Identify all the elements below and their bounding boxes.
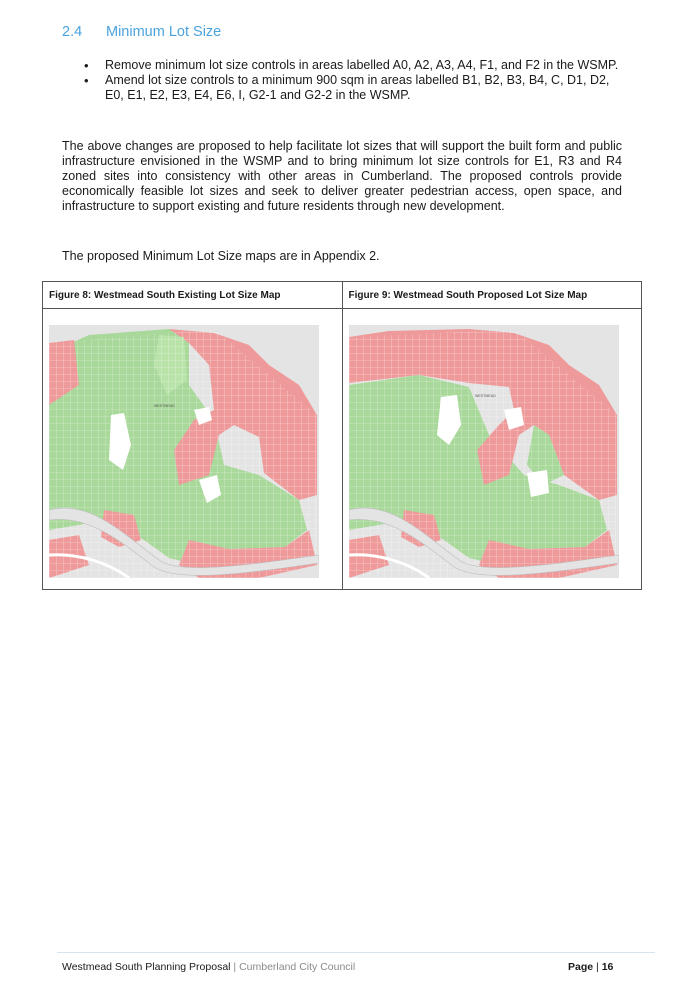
bullet-list	[62, 58, 622, 103]
section-title: Minimum Lot Size	[106, 24, 222, 40]
map-place-label: WESTMEAD	[154, 404, 175, 408]
footer-council: Cumberland City Council	[239, 961, 356, 973]
figure-9-cell	[342, 309, 642, 590]
proposed-lot-size-map	[349, 325, 619, 578]
body-paragraph: The above changes are proposed to help facilitate lot sizes that will support the built form and public infrastructure envisioned in the WSMP and to bring minimum lot size controls for E1, R3 and R4 zoned sites into consistency with other areas in Cumberland. The proposed controls provide economically feasible lot sizes and seek to deliver greater pedestrian access, open space, and infrastructure to support existing and future residents through new development.	[62, 139, 622, 213]
section-heading	[62, 24, 221, 40]
figure-table	[42, 281, 642, 590]
map-place-label: WESTMEAD	[474, 394, 496, 398]
figure-9-caption: Figure 9: Westmead South Proposed Lot Size Map	[342, 282, 642, 309]
section-number: 2.4	[62, 24, 83, 40]
appendix-paragraph: The proposed Minimum Lot Size maps are in Appendix 2.	[62, 249, 380, 263]
figure-8-cell	[43, 309, 343, 590]
page-separator: |	[596, 961, 599, 973]
page-label: Page	[568, 961, 594, 973]
bullet-item-amend: • Amend lot size controls to a minimum 900 sqm in areas labelled B1, B2, B3, B4, C, D1, D2, E0, E1, E2, E3, E4, E6, I, G2-1 and G2-2 in the WSMP.	[62, 73, 622, 103]
bullet-item-remove: • Remove minimum lot size controls in areas labelled A0, A2, A3, A4, F1, and F2 in the WSMP.	[62, 58, 622, 73]
existing-lot-size-map	[49, 325, 319, 578]
footer-page-number	[568, 961, 613, 973]
page-number: 16	[601, 961, 614, 973]
footer-divider	[57, 952, 655, 953]
footer-separator: |	[233, 961, 237, 973]
footer-document: Westmead South Planning Proposal	[62, 961, 231, 973]
footer-document-title	[62, 961, 355, 973]
figure-8-caption: Figure 8: Westmead South Existing Lot Size Map	[43, 282, 343, 309]
